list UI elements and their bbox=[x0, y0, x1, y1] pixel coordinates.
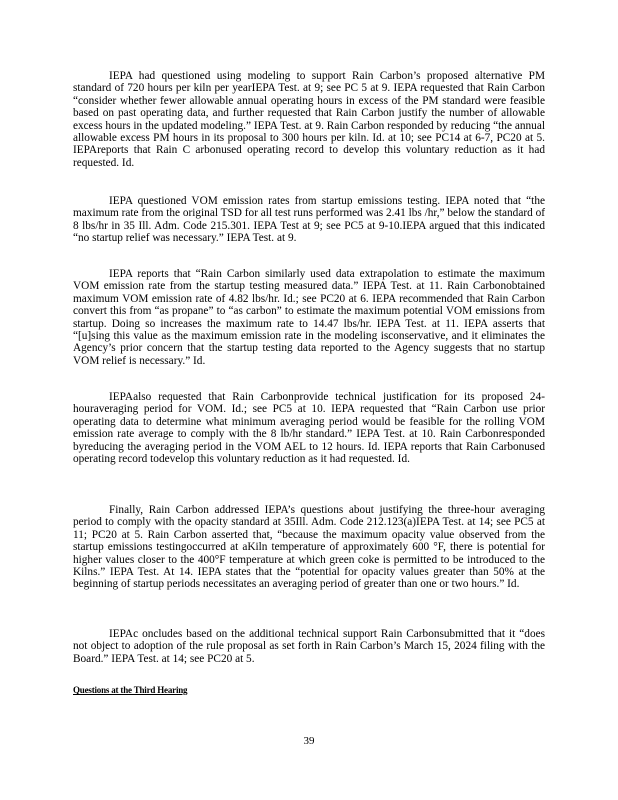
paragraph-vom-emission-rates: IEPA questioned VOM emission rates from startup emissions testing. IEPA noted that “the maximum rate from the original TSD for all test runs performed was 2.41 lbs /hr,” below the standard of 8 lbs/hr in 35 Ill. Adm. Code 215.301. IEPA Test at 9; see PC5 at 9-10.IEPA argued that this indicated “no startup relief was necessary.” IEPA Test. at 9. bbox=[73, 195, 545, 245]
paragraph-iepa-conclusion: IEPAc oncludes based on the additional technical support Rain Carbonsubmitted that it “does not object to adoption of the rule proposal as set forth in Rain Carbon’s March 15, 2024 filing with the Board.” IEPA Test. at 14; see PC20 at 5. bbox=[73, 628, 545, 665]
paragraph-alternative-pm-standard: IEPA had questioned using modeling to support Rain Carbon’s proposed alternative PM standard of 720 hours per kiln per yearIEPA Test. at 9; see PC 5 at 9. IEPA requested that Rain Carbon “consider whether fewer allowable annual operating hours in excess of the PM standard were feasible based on past operating data, and further requested that Rain Carbon justify the number of allowable excess hours in the updated modeling.” IEPA Test. at 9. Rain Carbon responded by reducing “the annual allowable excess PM hours in its proposal to 300 hours per kiln. Id. at 10; see PC14 at 6-7, PC20 at 5. IEPAreports that Rain C arbonused operating record to develop this voluntary reduction as it had requested. Id. bbox=[73, 70, 545, 169]
paragraph-data-extrapolation: IEPA reports that “Rain Carbon similarly used data extrapolation to estimate the maximum VOM emission rate from the startup testing measured data.” IEPA Test. at 11. Rain Carbonobtained maximum VOM emission rate of 4.82 lbs/hr. Id.; see PC20 at 6. IEPA recommended that Rain Carbon convert this from “as propane” to “as carbon” to estimate the maximum potential VOM emissions from startup. Doing so increases the maximum rate to 14.47 lbs/hr. IEPA Test. at 11. IEPA asserts that “[u]sing this value as the maximum emission rate in the modeling isconservative, and it eliminates the Agency’s prior concern that the startup testing data reported to the Agency suggests that no startup VOM relief is necessary.” Id. bbox=[73, 268, 545, 367]
page-number: 39 bbox=[303, 735, 315, 747]
section-heading: Questions at the Third Hearing bbox=[73, 685, 188, 695]
paragraph-averaging-period-vom: IEPAalso requested that Rain Carbonprovide technical justification for its proposed 24-houraveraging period for VOM. Id.; see PC5 at 10. IEPA requested that “Rain Carbon use prior operating data to determine what minimum averaging period would be feasible for the rolling VOM emission rate average to comply with the 8 lb/hr standard.” IEPA Test. at 10. Rain Carbonresponded byreducing the averaging period in the VOM AEL to 12 hours. Id. IEPA reports that Rain Carbonused operating record todevelop this voluntary reduction as it had requested. Id. bbox=[73, 391, 545, 466]
paragraph-opacity-standard: Finally, Rain Carbon addressed IEPA’s questions about justifying the three-hour averaging period to comply with the opacity standard at 35Ill. Adm. Code 212.123(a)IEPA Test. at 14; see PC5 at 11; PC20 at 5. Rain Carbon asserted that, “because the maximum opacity value observed from the startup emissions testingoccurred at aKiln temperature of approximately 600 °F, there is potential for higher values closer to the 400°F temperature at which green coke is permitted to be introduced to the Kilns.” IEPA Test. At 14. IEPA states that the “potential for opacity values greater than 50% at the beginning of startup periods necessitates an averaging period of greater than one or two hours.” Id. bbox=[73, 504, 545, 591]
